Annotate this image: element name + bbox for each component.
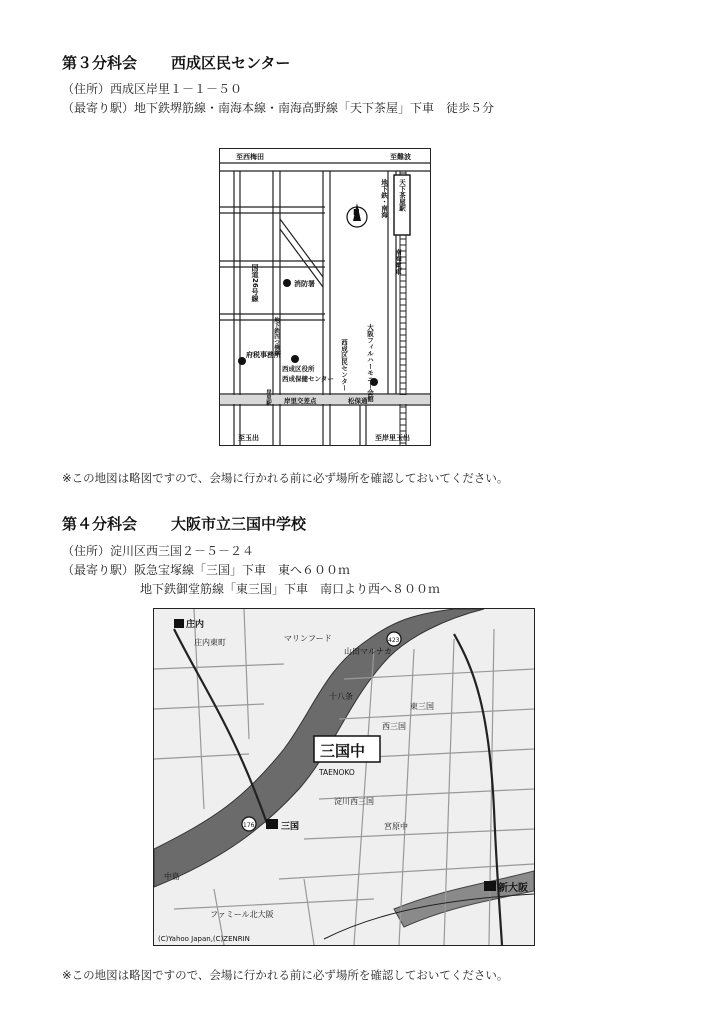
label-exit-bottom-right: 至岸里玉出 <box>375 434 410 442</box>
label-route26: 国道26号線 <box>251 264 259 302</box>
label-miyahara: 宮原中 <box>384 822 408 831</box>
tax-office-dot-icon <box>238 357 246 365</box>
label-kyoto-line: 地下鉄四つ橋線 <box>273 317 279 356</box>
label-tax-office: 府税事務所 <box>246 351 281 359</box>
section4-venue: 大阪市立三国中学校 <box>171 515 307 533</box>
fire-station-dot-icon <box>283 279 291 287</box>
label-copyright: (C)Yahoo Japan,(C)ZENRIN <box>158 935 250 943</box>
label-subway-line: 地下鉄・南海 <box>380 179 388 218</box>
section3-title <box>62 52 290 73</box>
section3-number: 第３分科会 <box>62 54 138 72</box>
label-mikuni-station: 三国 <box>281 822 300 832</box>
label-chuo: 中島 <box>164 872 180 881</box>
section4-address: （住所）淀川区西三国２－５－２４ <box>62 544 255 558</box>
label-exit-bottom-left: 至玉出 <box>238 434 259 442</box>
label-philharmonic: 大阪フィルハーモニー会館 <box>366 324 374 402</box>
section4-station2: 地下鉄御堂筋線「東三国」下車 南口より西へ８００ｍ <box>140 582 441 596</box>
section3-venue: 西成区民センター <box>171 54 291 72</box>
svg-text:N: N <box>353 208 360 217</box>
mikuni-station-icon <box>266 819 278 829</box>
label-yamada: 山田マルナカ <box>344 647 392 656</box>
label-health-center: 西成保健センター <box>282 375 334 383</box>
label-nankai-line: 南海電車 <box>394 249 402 275</box>
label-fire-station: 消防署 <box>294 280 315 288</box>
label-matsu: 松保通 <box>348 397 368 405</box>
label-shonai: 庄内 <box>186 620 205 630</box>
label-shonai-higashi: 庄内東町 <box>194 638 226 647</box>
shin-osaka-station-icon <box>484 881 496 891</box>
note-1: ※この地図は略図ですので、会場に行かれる前に必ず場所を確認しておいてください。 <box>62 471 509 485</box>
shonai-station-icon <box>174 619 184 628</box>
label-exit-top-left: 至西梅田 <box>236 153 264 161</box>
label-civic-center: 西成区民センター <box>340 339 348 391</box>
note-2: ※この地図は略図ですので、会場に行かれる前に必ず場所を確認しておいてください。 <box>62 968 509 982</box>
label-nishimikuni: 西三国 <box>382 722 406 731</box>
label-kumikuni: 淀川西三国 <box>334 797 374 806</box>
label-higashimikuni: 東三国 <box>410 702 434 711</box>
section3-map <box>219 148 431 446</box>
label-taiyo: TAENOKO <box>319 768 355 777</box>
label-mikuni-school: 三国中 <box>320 742 366 760</box>
section3-station: （最寄り駅）地下鉄堺筋線・南海本線・南海高野線「天下茶屋」下車 徒歩５分 <box>62 101 495 115</box>
section4-map <box>153 608 535 946</box>
label-shin-osaka: 新大阪 <box>498 883 528 894</box>
label-ward-office: 西成区役所 <box>282 365 315 373</box>
section4-number: 第４分科会 <box>62 515 138 533</box>
label-route176: 176 <box>243 822 255 829</box>
label-juso: 十八条 <box>329 692 353 701</box>
section4-station1: （最寄り駅）阪急宝塚線「三国」下車 東へ６００ｍ <box>62 563 351 577</box>
label-family: ファミール北大阪 <box>210 910 274 919</box>
label-route423: 423 <box>388 637 400 644</box>
label-kishinosato-crossing: 岸里交差点 <box>284 397 317 405</box>
label-kishinosato-station: 岸里駅 <box>265 389 271 406</box>
north-arrow-icon <box>347 203 367 227</box>
label-marine: マリンフード <box>284 634 332 643</box>
section4-title <box>62 513 306 534</box>
ward-office-dot-icon <box>291 355 299 363</box>
section3-address: （住所）西成区岸里１－１－５０ <box>62 82 243 96</box>
label-station: 天下茶屋駅 <box>398 179 406 212</box>
label-exit-top-right: 至難波 <box>390 153 411 161</box>
